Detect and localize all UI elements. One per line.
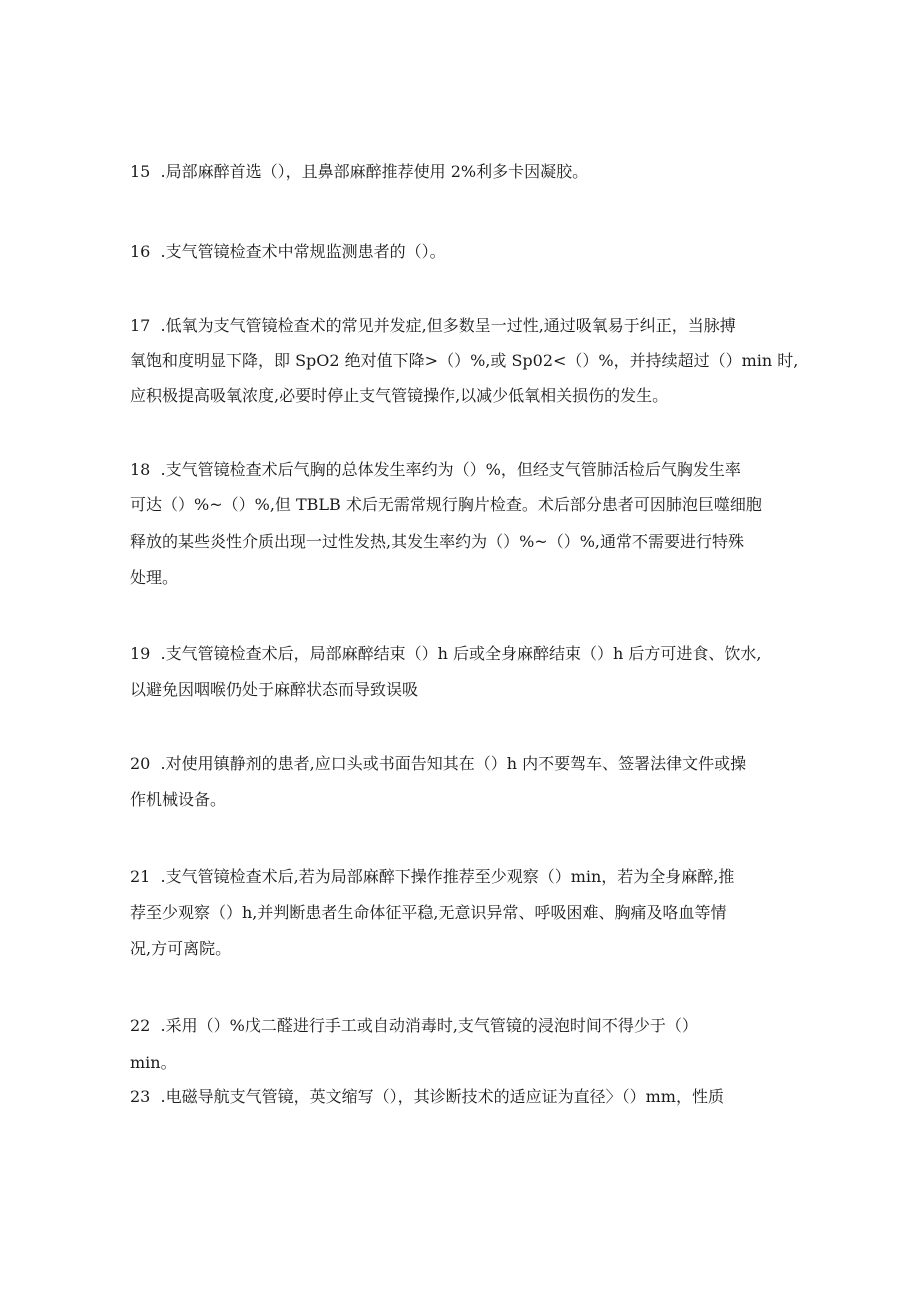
question-21-line-3: 况,方可离院。 (130, 939, 232, 958)
question-18-line-4: 处理。 (130, 568, 179, 587)
question-22-line-2: min。 (130, 1053, 177, 1072)
question-23-line-1: 23 .电磁导航支气管镜，英文缩写（），其诊断技术的适应证为直径〉（）mm，性质 (130, 1087, 724, 1106)
question-17-line-1: 17 .低氧为支气管镜检查术的常见并发症,但多数呈一过性,通过吸氧易于纠正，当脉搏 (130, 316, 736, 335)
question-21-line-2: 荐至少观察（）h,并判断患者生命体征平稳,无意识异常、呼吸困难、胸痛及咯血等情 (130, 903, 727, 922)
question-20-line-1: 20 .对使用镇静剂的患者,应口头或书面告知其在（）h 内不要驾车、签署法律文件或操 (130, 754, 747, 773)
question-16-line-1: 16 .支气管镜检查术中常规监测患者的（）。 (130, 242, 446, 261)
question-20-line-2: 作机械设备。 (130, 790, 227, 809)
question-15-line-1: 15 .局部麻醉首选（），且鼻部麻醉推荐使用 2%利多卡因凝胶。 (130, 162, 589, 181)
question-19-line-2: 以避免因咽喉仍处于麻醉状态而导致误吸 (130, 680, 419, 699)
question-22-line-1: 22 .采用（）%戊二醛进行手工或自动消毒时,支气管镜的浸泡时间不得少于（） (130, 1016, 698, 1035)
question-17-line-3: 应积极提高吸氧浓度,必要时停止支气管镜操作,以减少低氧相关损伤的发生。 (130, 386, 669, 405)
question-18-line-3: 释放的某些炎性介质出现一过性发热,其发生率约为（）%~（）%,通常不需要进行特殊 (130, 532, 744, 551)
question-21-line-1: 21 .支气管镜检查术后,若为局部麻醉下操作推荐至少观察（）min，若为全身麻醉,推 (130, 867, 735, 886)
question-19-line-1: 19 .支气管镜检查术后，局部麻醉结束（）h 后或全身麻醉结束（）h 后方可进食、饮水, (130, 644, 762, 663)
question-18-line-1: 18 .支气管镜检查术后气胸的总体发生率约为（）%，但经支气管肺活检后气胸发生率 (130, 460, 741, 479)
question-18-line-2: 可达（）%~（）%,但 TBLB 术后无需常规行胸片检查。术后部分患者可因肺泡巨噬细胞 (130, 495, 762, 514)
question-17-line-2: 氧饱和度明显下降，即 SpO2 绝对值下降>（）%,或 Sp02<（）%，并持续超过（）min 时, (130, 351, 799, 370)
